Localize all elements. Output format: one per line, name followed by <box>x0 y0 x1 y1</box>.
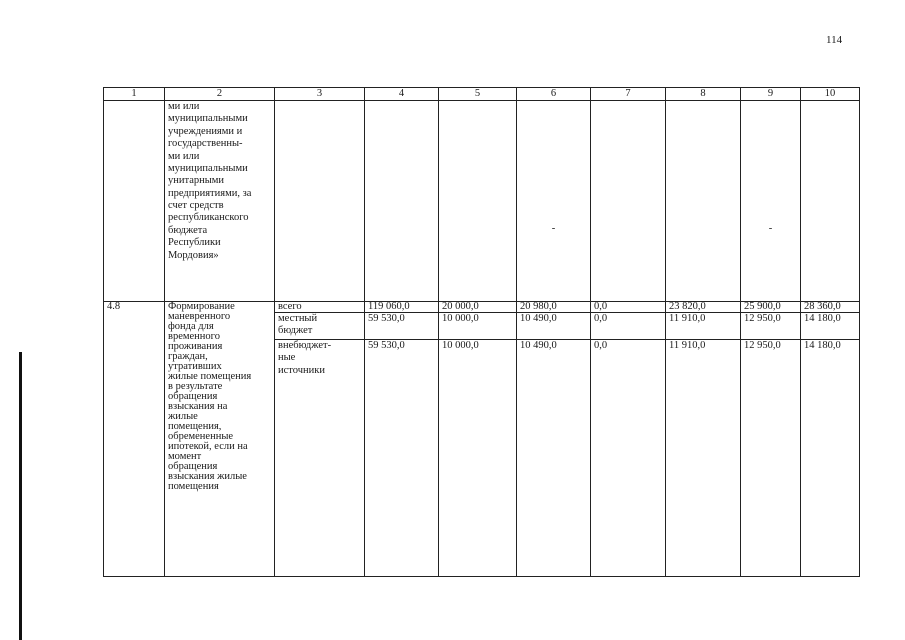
value-cell: 14 180,0 <box>801 340 860 577</box>
item-description <box>165 302 275 577</box>
text-line: ипотекой, если на <box>168 441 248 452</box>
source-cell <box>275 340 365 577</box>
budget-table <box>103 87 860 577</box>
value-cell: 10 000,0 <box>439 313 517 340</box>
text-line: Мордовия» <box>168 249 219 261</box>
value-cell: 11 910,0 <box>666 313 741 340</box>
value-cell: 0,0 <box>591 340 666 577</box>
empty-cell <box>439 101 517 302</box>
text-line: ми или <box>168 101 200 112</box>
text-line: проживания <box>168 341 223 352</box>
text-line: обремененные <box>168 431 234 442</box>
continuation-row <box>104 101 860 302</box>
header-cell: 4 <box>365 88 439 101</box>
header-cell: 10 <box>801 88 860 101</box>
text-line: унитарными <box>168 175 225 187</box>
text-line: утративших <box>168 361 222 372</box>
dash-mark: - <box>551 223 556 234</box>
text-line: предприятиями, за <box>168 187 252 199</box>
text-line: Формирование <box>168 301 235 312</box>
item-number: 4.8 <box>104 302 165 577</box>
header-cell: 5 <box>439 88 517 101</box>
text-line: государственны- <box>168 138 243 150</box>
value-cell: 12 950,0 <box>741 340 801 577</box>
header-cell: 8 <box>666 88 741 101</box>
scan-edge-bar <box>19 352 22 640</box>
value-cell: 20 980,0 <box>517 302 591 313</box>
value-cell: 119 060,0 <box>365 302 439 313</box>
dash-mark: - <box>768 223 773 234</box>
empty-cell <box>365 101 439 302</box>
value-cell: 10 000,0 <box>439 340 517 577</box>
text-line: источники <box>278 364 325 376</box>
text-line: граждан, <box>168 351 208 362</box>
header-cell: 9 <box>741 88 801 101</box>
text-line: помещения <box>168 481 219 492</box>
source-cell <box>275 313 365 340</box>
header-row <box>104 88 860 101</box>
value-cell: 0,0 <box>591 313 666 340</box>
text-line: счет средств <box>168 200 224 211</box>
text-line: обращения <box>168 461 218 472</box>
value-cell: 25 900,0 <box>741 302 801 313</box>
text-line: учреждениями и <box>168 125 243 137</box>
value-cell: 10 490,0 <box>517 313 591 340</box>
value-cell: 0,0 <box>591 302 666 313</box>
text-line: жилые <box>168 411 198 422</box>
table-row-total <box>104 302 860 313</box>
text-line: муниципальными <box>168 162 248 174</box>
text-line: ми или <box>168 150 200 162</box>
text-line: момент <box>168 451 202 462</box>
header-cell: 2 <box>165 88 275 101</box>
text-line: взыскания жилые <box>168 471 247 482</box>
text-line: местный <box>278 313 318 324</box>
text-line: бюджета <box>168 224 208 236</box>
value-cell: 28 360,0 <box>801 302 860 313</box>
text-line: в результате <box>168 381 223 392</box>
header-cell: 6 <box>517 88 591 101</box>
value-cell: 20 000,0 <box>439 302 517 313</box>
text-line: республиканского <box>168 212 249 224</box>
text-line: бюджет <box>278 325 313 337</box>
text-line: взыскания на <box>168 401 228 412</box>
value-cell: 14 180,0 <box>801 313 860 340</box>
value-cell: 23 820,0 <box>666 302 741 313</box>
text-line: внебюджет- <box>278 340 332 351</box>
value-cell: 11 910,0 <box>666 340 741 577</box>
text-line: Республики <box>168 237 221 249</box>
header-cell: 7 <box>591 88 666 101</box>
dash-cell <box>517 101 591 302</box>
value-cell: 12 950,0 <box>741 313 801 340</box>
text-line: ные <box>278 352 296 364</box>
empty-cell <box>275 101 365 302</box>
empty-cell <box>801 101 860 302</box>
text-line: временного <box>168 331 220 342</box>
empty-cell <box>666 101 741 302</box>
header-cell: 3 <box>275 88 365 101</box>
empty-cell <box>104 101 165 302</box>
continuation-text <box>165 101 275 302</box>
page-number: 114 <box>826 34 843 46</box>
value-cell: 59 530,0 <box>365 313 439 340</box>
text-line: фонда для <box>168 321 214 332</box>
source-cell: всего <box>275 302 365 313</box>
value-cell: 10 490,0 <box>517 340 591 577</box>
empty-cell <box>591 101 666 302</box>
text-line: помещения, <box>168 421 222 432</box>
text-line: обращения <box>168 391 218 402</box>
value-cell: 59 530,0 <box>365 340 439 577</box>
text-line: маневренного <box>168 311 231 322</box>
header-cell: 1 <box>104 88 165 101</box>
text-line: жилые помещения <box>168 371 252 382</box>
text-line: муниципальными <box>168 113 248 125</box>
dash-cell <box>741 101 801 302</box>
